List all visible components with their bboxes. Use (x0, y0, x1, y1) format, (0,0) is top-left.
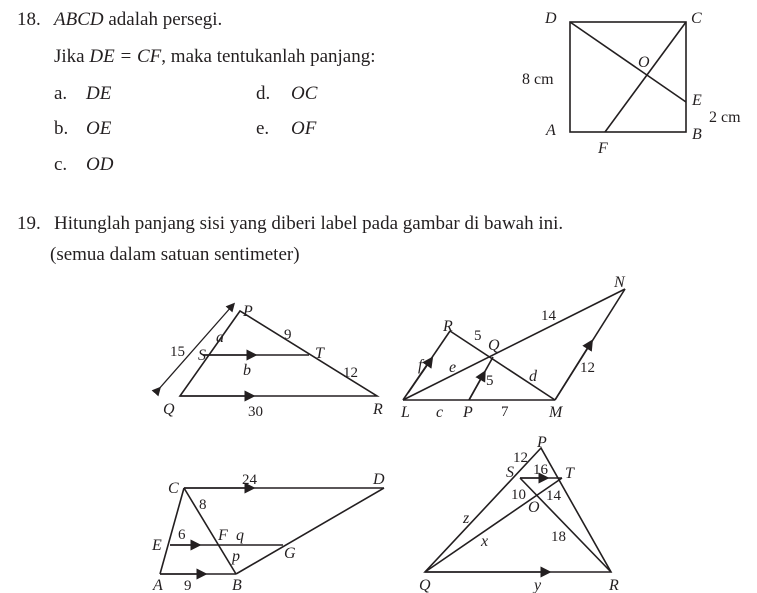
item-a-letter: a. (54, 83, 68, 104)
item-b-letter: b. (54, 118, 69, 139)
label-a: A (546, 122, 556, 139)
value-18: 18 (551, 529, 566, 545)
label-c: C (168, 480, 179, 497)
segment-de (570, 22, 686, 102)
segment-bd (236, 488, 384, 574)
label-p-var: p (232, 548, 240, 565)
value-10: 10 (511, 487, 526, 503)
label-d: D (373, 471, 385, 488)
value-8: 8 (199, 497, 207, 513)
statement-variable: ABCD (54, 9, 104, 30)
segment-rm (450, 331, 555, 400)
line2-equation: DE = CF (89, 46, 162, 67)
figure-triangle-pqr-2 (419, 434, 619, 593)
item-b-value: OE (86, 118, 112, 139)
label-r: R (443, 318, 453, 335)
label-f-var: f (418, 357, 423, 374)
label-q-var: q (236, 527, 244, 544)
label-a-var: a (216, 329, 224, 346)
label-g: G (284, 545, 296, 562)
problem-19-line1: Hitunglah panjang sisi yang diberi label pada gambar di bawah ini. (54, 213, 564, 234)
value-30: 30 (248, 404, 263, 420)
value-14: 14 (541, 308, 556, 324)
value-5-top: 5 (474, 328, 482, 344)
label-z-var: z (463, 510, 470, 527)
value-7: 7 (501, 404, 509, 420)
value-12: 12 (513, 450, 528, 466)
statement-text: adalah persegi. (103, 9, 223, 30)
item-a-value: DE (86, 83, 112, 104)
label-d: D (545, 10, 557, 27)
segment-cf (605, 22, 686, 132)
problem-18-number: 18. (17, 9, 41, 30)
label-e-var: e (449, 359, 457, 376)
label-f: F (598, 140, 608, 157)
label-c: C (691, 10, 702, 27)
value-9: 9 (284, 327, 292, 343)
square-figure (522, 10, 741, 157)
label-t: T (315, 345, 324, 362)
label-n: N (614, 274, 625, 291)
label-o: O (638, 54, 650, 71)
label-b: B (232, 577, 242, 593)
label-x-var: x (481, 533, 489, 550)
item-e-value: OF (291, 118, 317, 139)
value-12: 12 (343, 365, 358, 381)
label-s: S (198, 347, 206, 364)
label-a: A (153, 577, 163, 593)
figure-lrmn (400, 274, 626, 421)
value-9: 9 (184, 578, 192, 593)
label-c-var: c (436, 404, 444, 421)
label-q: Q (488, 337, 500, 354)
segment-cb (184, 488, 236, 574)
triangle-pqr (180, 311, 377, 396)
value-5-pq: 5 (486, 373, 494, 389)
label-r: R (373, 401, 383, 418)
label-b: B (692, 126, 702, 143)
segment-ln (403, 289, 625, 400)
line2-suffix: , maka tentukanlah panjang: (161, 46, 376, 67)
item-e-letter: e. (256, 118, 270, 139)
label-e: E (692, 92, 702, 109)
segment-qt (425, 478, 562, 572)
figure-triangle-pqr (158, 303, 383, 420)
label-b-var: b (243, 362, 251, 379)
value-24: 24 (242, 472, 257, 488)
label-d-var: d (529, 368, 537, 385)
line2-prefix: Jika (54, 46, 90, 67)
value-6: 6 (178, 527, 186, 543)
label-s: S (506, 464, 514, 481)
item-d-value: OC (291, 83, 318, 104)
label-y-var: y (534, 577, 542, 593)
figure-trapezoid (151, 471, 385, 593)
arrow-pq (469, 375, 483, 400)
square-abcd (570, 22, 686, 132)
label-o: O (528, 499, 540, 516)
value-16: 16 (533, 462, 548, 478)
label-l: L (401, 404, 410, 421)
label-r: R (609, 577, 619, 593)
value-12: 12 (580, 360, 595, 376)
label-q: Q (419, 577, 431, 593)
problem-19-line2: (semua dalam satuan sentimeter) (50, 244, 300, 265)
label-f: F (218, 527, 228, 544)
item-c-letter: c. (54, 154, 68, 175)
label-p: P (463, 404, 473, 421)
value-14: 14 (546, 488, 561, 504)
problem-19-number: 19. (17, 213, 41, 234)
eb-length: 2 cm (709, 109, 741, 126)
label-p: P (243, 303, 253, 320)
value-15: 15 (170, 344, 185, 360)
label-t: T (565, 465, 574, 482)
label-m: M (549, 404, 563, 421)
item-d-letter: d. (256, 83, 271, 104)
label-p: P (537, 434, 547, 451)
item-c-value: OD (86, 154, 114, 175)
side-length: 8 cm (522, 71, 554, 88)
label-q: Q (163, 401, 175, 418)
label-e: E (152, 537, 162, 554)
